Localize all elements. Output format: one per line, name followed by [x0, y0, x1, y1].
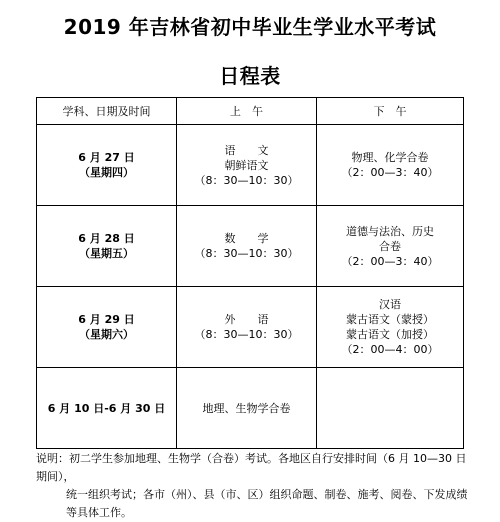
afternoon-cell	[317, 125, 464, 206]
exam-schedule-table	[36, 97, 464, 449]
header-cell: 学科、日期及时间	[37, 98, 177, 125]
cell-line: 地理、生物学合卷	[202, 401, 291, 415]
date-cell	[37, 206, 177, 287]
header-cell: 下 午	[317, 98, 464, 125]
date-cell	[37, 368, 177, 449]
cell-line: 外 语	[224, 313, 269, 326]
cell-line: 蒙古语文（加授）	[346, 328, 434, 341]
date-text: 6 月 28 日	[78, 232, 135, 245]
afternoon-cell	[317, 287, 464, 368]
cell-line: 合卷	[379, 239, 401, 253]
date-text: 6 月 29 日	[78, 313, 135, 326]
date-text: 6 月 27 日	[78, 151, 135, 164]
page-title: 2019 年吉林省初中毕业生学业水平考试	[63, 15, 437, 39]
cell-line: 语 文	[224, 143, 269, 157]
table-header-row	[37, 98, 464, 125]
cell-line: （2：00—3：40）	[341, 166, 439, 179]
table-row	[37, 125, 464, 206]
cell-line: （8：30—10：30）	[194, 247, 299, 260]
cell-line: （2：00—3：40）	[341, 254, 439, 268]
cell-line: （8：30—10：30）	[194, 173, 299, 187]
afternoon-cell	[317, 206, 464, 287]
cell-line: 物理、化学合卷	[351, 151, 429, 164]
table-row	[37, 206, 464, 287]
weekday-text: （星期四）	[79, 166, 134, 179]
cell-line: 朝鲜语文	[224, 158, 269, 172]
morning-cell	[177, 368, 317, 449]
date-text: 6 月 10 日-6 月 30 日	[47, 401, 166, 415]
morning-cell	[177, 125, 317, 206]
cell-line: 道德与法治、历史	[346, 224, 434, 238]
table-row	[37, 368, 464, 449]
cell-line: 蒙古语文（蒙授）	[346, 313, 434, 326]
afternoon-cell	[317, 368, 464, 449]
cell-line: 数 学	[224, 232, 269, 245]
date-cell	[37, 287, 177, 368]
date-cell	[37, 125, 177, 206]
cell-line: （8：30—10：30）	[194, 328, 299, 341]
page-subtitle: 日程表	[219, 64, 281, 88]
morning-cell	[177, 206, 317, 287]
note-first-line: 初二学生参加地理、生物学（合卷）考试。各地区自行安排时间（6 月 10—30 日期间），	[36, 452, 467, 483]
morning-cell	[177, 287, 317, 368]
cell-line: （2：00—4：00）	[341, 343, 439, 356]
weekday-text: （星期五）	[79, 247, 134, 260]
note	[36, 450, 476, 522]
table-row	[37, 287, 464, 368]
note-rest: 统一组织考试；各市（州）、县（市、区）组织命题、制卷、施考、阅卷、下发成绩等具体工作。	[66, 488, 468, 519]
weekday-text: （星期六）	[79, 328, 134, 341]
header-cell: 上 午	[177, 98, 317, 125]
cell-line: 汉语	[379, 298, 401, 311]
note-label: 说明：	[36, 452, 69, 465]
